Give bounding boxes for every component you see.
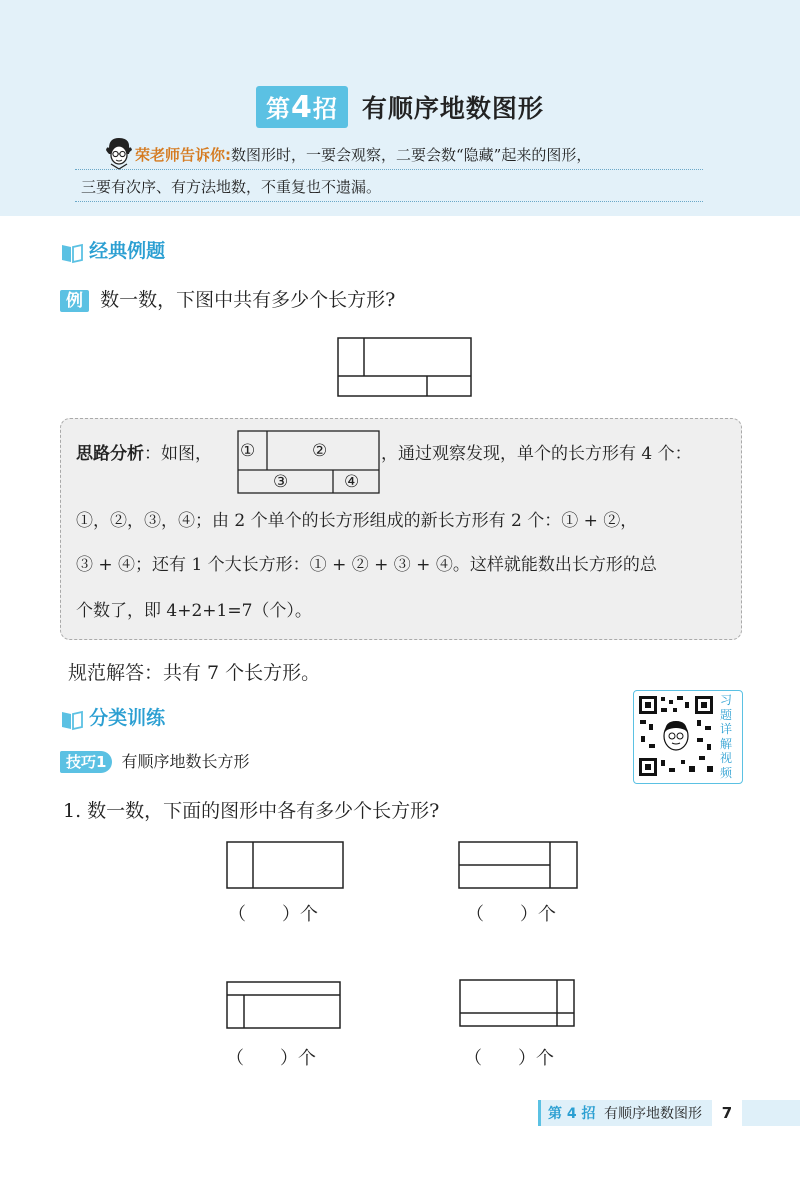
example-text: 数一数，下图中共有多少个长方形? xyxy=(100,289,396,311)
tip-text-1: 数图形时，一要会观察，二要会数“隐藏”起来的图形， xyxy=(231,146,592,164)
footer-accent-bar xyxy=(538,1100,541,1126)
analysis-line-2: ①，②，③，④；由 2 个单个的长方形组成的新长方形有 2 个：① + ②， xyxy=(76,511,638,531)
figure-a xyxy=(226,841,344,889)
page-title xyxy=(0,84,800,130)
analysis-line-4: 个数了，即 4+2+1=7（个）。 xyxy=(76,601,312,621)
figure-b xyxy=(458,841,578,889)
label-3: ③ xyxy=(273,472,289,492)
section-title: 经典例题 xyxy=(89,240,166,262)
tip-line-1 xyxy=(75,140,703,170)
title-text: 有顺序地数图形 xyxy=(361,94,544,123)
example-badge: 例 xyxy=(60,290,89,312)
qr-side-text: 习 题 详 解 视 频 xyxy=(719,693,732,780)
answer-text: 规范解答：共有 7 个长方形。 xyxy=(68,662,321,684)
example-figure xyxy=(337,337,472,397)
figure-d xyxy=(459,979,575,1027)
book-icon xyxy=(60,242,84,264)
qr-code-icon[interactable] xyxy=(637,694,715,778)
blank-a[interactable]: （ ）个 xyxy=(228,904,318,925)
analysis-label: 思路分析 xyxy=(76,444,144,464)
footer-chapter: 第 4 招 有顺序地数图形 xyxy=(548,1106,702,1122)
label-4: ④ xyxy=(344,472,360,492)
section-practice xyxy=(60,703,165,731)
question-1-text: 1. 数一数，下面的图形中各有多少个长方形? xyxy=(63,800,440,822)
blank-d[interactable]: （ ）个 xyxy=(464,1048,554,1069)
label-1: ① xyxy=(240,441,256,461)
skill-title: 有顺序地数长方形 xyxy=(121,752,250,771)
book-icon xyxy=(60,709,84,731)
skill-badge: 技巧1 xyxy=(60,751,112,773)
section-classic-examples xyxy=(60,236,165,264)
skill-heading xyxy=(60,749,250,772)
label-2: ② xyxy=(312,441,328,461)
tip-line-2: 三要有次序、有方法地数，不重复也不遗漏。 xyxy=(75,172,703,202)
chapter-badge: 第4招 xyxy=(256,86,348,128)
analysis-line-1b: ，通过观察发现，单个的长方形有 4 个： xyxy=(381,444,692,464)
analysis-line-1a: 思路分析：如图， xyxy=(76,444,212,464)
blank-b[interactable]: （ ）个 xyxy=(466,904,556,925)
page-number: 7 xyxy=(712,1100,742,1126)
analysis-line-3: ③ + ④；还有 1 个大长方形：① + ② + ③ + ④。这样就能数出长方形的总 xyxy=(76,555,657,575)
tip-label: 荣老师告诉你: xyxy=(135,146,231,164)
example-question xyxy=(60,285,395,312)
analysis-figure xyxy=(237,430,381,494)
blank-c[interactable]: （ ）个 xyxy=(226,1048,316,1069)
section-title: 分类训练 xyxy=(89,707,166,729)
figure-c xyxy=(226,981,341,1029)
